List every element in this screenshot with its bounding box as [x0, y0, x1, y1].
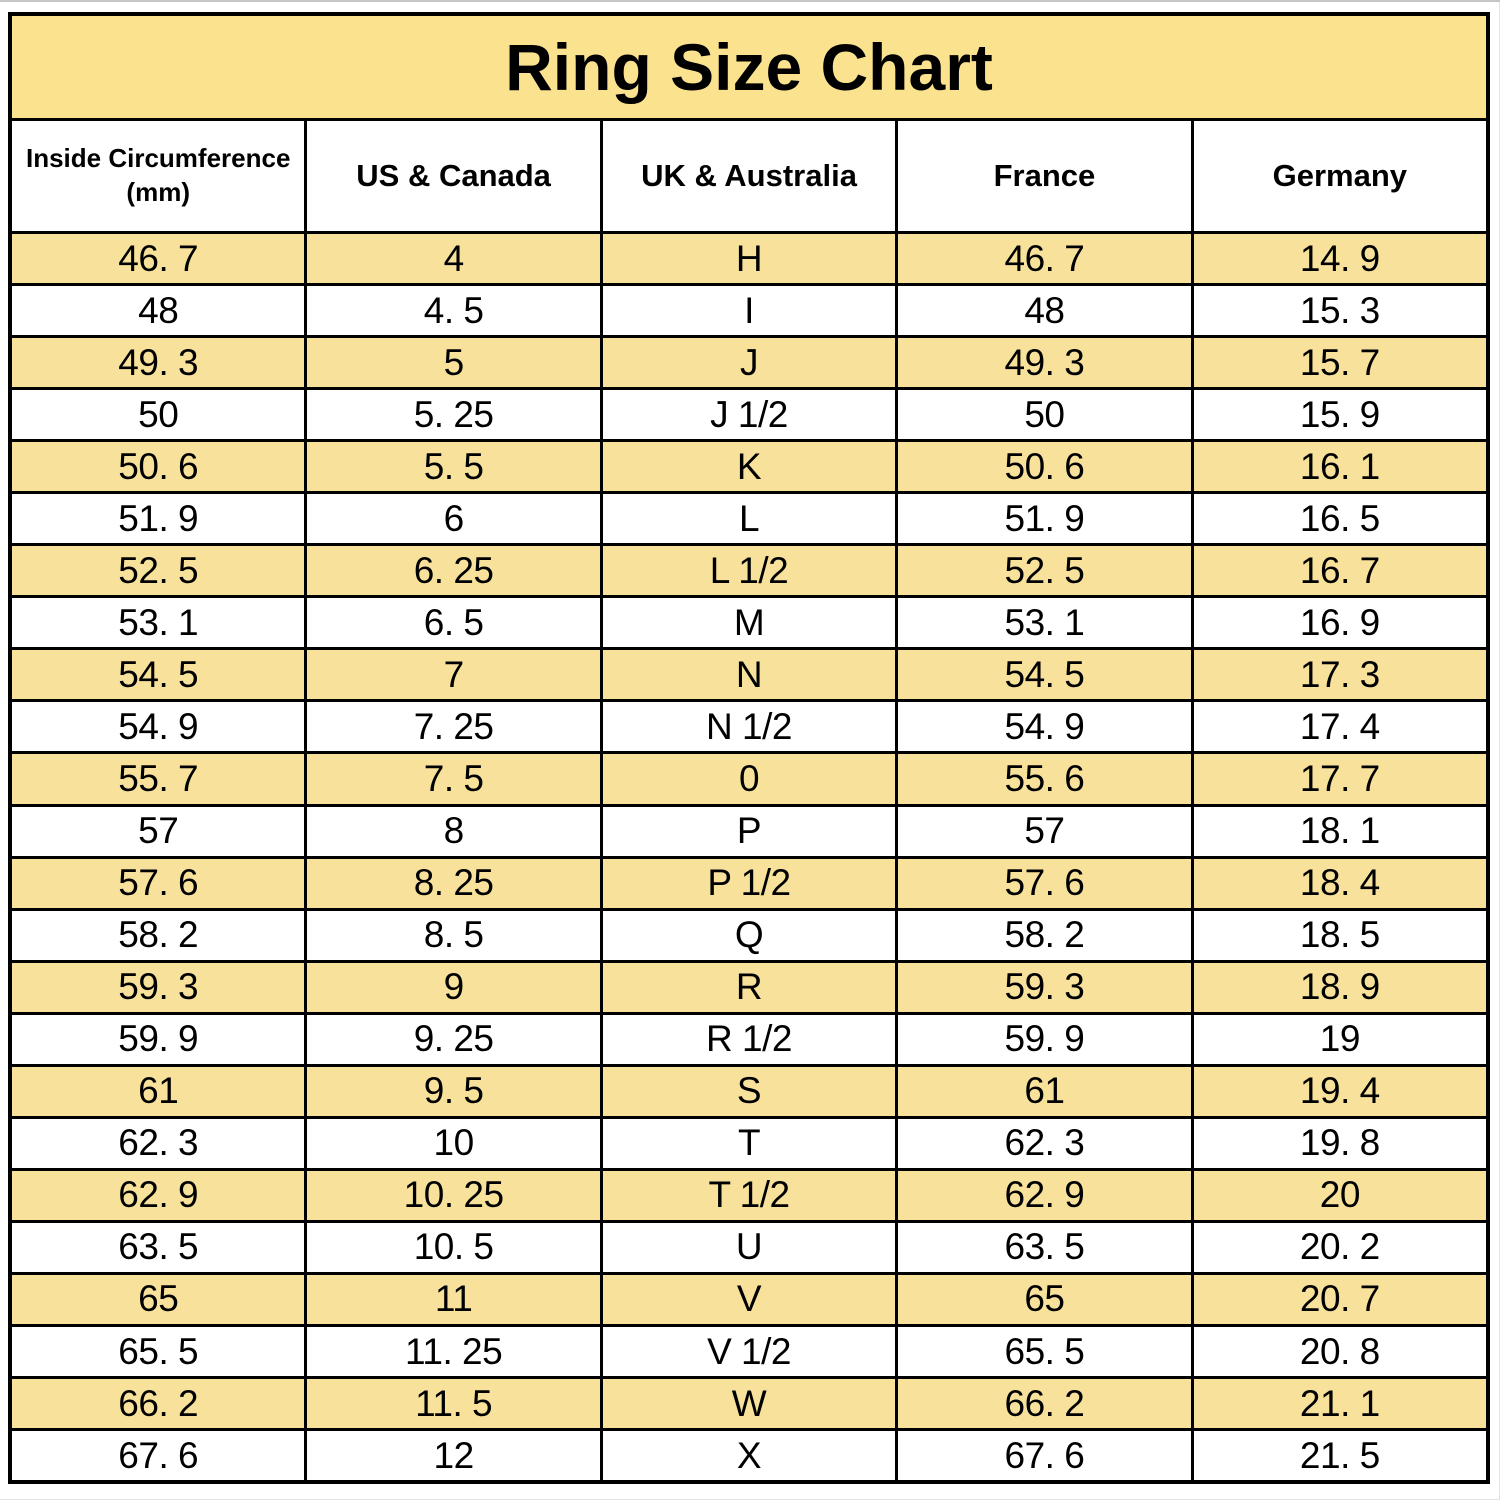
table-row	[12, 1015, 1486, 1067]
table-cell: 12	[307, 1431, 602, 1480]
column-header-inside-circumference	[12, 121, 307, 231]
table-cell: 59. 9	[898, 1015, 1193, 1064]
table-cell: 48	[898, 286, 1193, 335]
table-row	[12, 338, 1486, 390]
table-cell: 7. 5	[307, 754, 602, 803]
table-row	[12, 286, 1486, 338]
table-cell: 57	[898, 807, 1193, 856]
table-cell: 65	[898, 1275, 1193, 1324]
table-cell: 58. 2	[12, 911, 307, 960]
table-cell: 53. 1	[12, 598, 307, 647]
table-cell: N	[603, 650, 898, 699]
table-cell: 18. 1	[1299, 810, 1380, 852]
table-cell: N 1/2	[603, 702, 898, 751]
table-cell: 46. 7	[898, 234, 1193, 283]
table-cell: 17. 3	[1299, 653, 1380, 695]
table-cell: T	[603, 1119, 898, 1168]
table-row	[12, 1327, 1486, 1379]
column-header-germany	[1194, 121, 1486, 231]
table-cell: 5. 25	[307, 390, 602, 439]
table-cell: 54. 9	[898, 702, 1193, 751]
table-row	[12, 650, 1486, 702]
column-header-unit: (mm)	[126, 177, 190, 207]
table-cell: 20. 8	[1299, 1330, 1380, 1372]
table-cell: 16. 7	[1299, 549, 1380, 591]
table-cell: 48	[12, 286, 307, 335]
table-cell: 58. 2	[898, 911, 1193, 960]
table-row	[12, 859, 1486, 911]
table-cell: 20. 2	[1299, 1226, 1380, 1268]
table-cell: 4	[307, 234, 602, 283]
table-cell: 57. 6	[898, 859, 1193, 908]
table-cell: R	[603, 963, 898, 1012]
table-cell: J 1/2	[603, 390, 898, 439]
table-cell: V 1/2	[603, 1327, 898, 1376]
table-cell: 59. 9	[12, 1015, 307, 1064]
table-cell: 52. 5	[12, 546, 307, 595]
table-row	[12, 754, 1486, 806]
table-cell: 10. 25	[307, 1171, 602, 1220]
table-cell: 16. 5	[1299, 497, 1380, 539]
column-header-label: Germany	[1272, 157, 1408, 193]
table-cell: 53. 1	[898, 598, 1193, 647]
table-cell: 18. 4	[1299, 862, 1380, 904]
title-banner	[12, 16, 1486, 121]
table-cell: Q	[603, 911, 898, 960]
table-cell: 15. 3	[1299, 289, 1380, 331]
table-cell: M	[603, 598, 898, 647]
table-cell: 0	[603, 754, 898, 803]
table-cell: 6	[307, 494, 602, 543]
table-cell: S	[603, 1067, 898, 1116]
table-cell: 49. 3	[898, 338, 1193, 387]
table-cell: V	[603, 1275, 898, 1324]
table-cell: 51. 9	[898, 494, 1193, 543]
table-cell: 6. 25	[307, 546, 602, 595]
table-row	[12, 1171, 1486, 1223]
table-cell: 65	[12, 1275, 307, 1324]
table-cell: J	[603, 338, 898, 387]
table-row	[12, 546, 1486, 598]
table-cell: 66. 2	[12, 1379, 307, 1428]
table-cell: U	[603, 1223, 898, 1272]
table-cell: 9	[307, 963, 602, 1012]
table-row	[12, 1275, 1486, 1327]
table-header-row	[12, 121, 1486, 234]
table-cell: 46. 7	[12, 234, 307, 283]
table-cell: 4. 5	[307, 286, 602, 335]
table-row	[12, 702, 1486, 754]
table-cell: 67. 6	[12, 1431, 307, 1480]
table-cell: 7	[307, 650, 602, 699]
table-row	[12, 911, 1486, 963]
table-cell: 5	[307, 338, 602, 387]
table-cell: 5. 5	[307, 442, 602, 491]
table-cell: 19. 8	[1299, 1122, 1380, 1164]
table-cell: 20	[1319, 1174, 1360, 1216]
table-cell: 55. 6	[898, 754, 1193, 803]
table-cell: 54. 9	[12, 702, 307, 751]
table-cell: 59. 3	[12, 963, 307, 1012]
table-cell: 59. 3	[898, 963, 1193, 1012]
table-cell: 61	[898, 1067, 1193, 1116]
table-cell: T 1/2	[603, 1171, 898, 1220]
table-cell: 50	[898, 390, 1193, 439]
table-cell: L 1/2	[603, 546, 898, 595]
table-cell: 51. 9	[12, 494, 307, 543]
table-cell: 10	[307, 1119, 602, 1168]
table-cell: K	[603, 442, 898, 491]
table-cell: 62. 3	[898, 1119, 1193, 1168]
table-cell: 8. 5	[307, 911, 602, 960]
table-cell: 62. 9	[898, 1171, 1193, 1220]
table-cell: 67. 6	[898, 1431, 1193, 1480]
table-cell: 11	[307, 1275, 602, 1324]
table-cell: 10. 5	[307, 1223, 602, 1272]
column-header-label: Inside Circumference	[25, 143, 291, 174]
table-cell: 9. 25	[307, 1015, 602, 1064]
table-cell: 21. 5	[1299, 1434, 1380, 1476]
table-cell: W	[603, 1379, 898, 1428]
table-cell: 7. 25	[307, 702, 602, 751]
table-body	[12, 234, 1486, 1480]
table-cell: 61	[12, 1067, 307, 1116]
table-cell: 54. 5	[898, 650, 1193, 699]
table-cell: 17. 7	[1299, 757, 1380, 799]
table-cell: 19	[1319, 1018, 1360, 1060]
table-cell: 57. 6	[12, 859, 307, 908]
table-row	[12, 963, 1486, 1015]
column-header-uk-australia	[603, 121, 898, 231]
page-title: Ring Size Chart	[505, 30, 993, 104]
table-cell: X	[603, 1431, 898, 1480]
table-row	[12, 807, 1486, 859]
table-row	[12, 1119, 1486, 1171]
table-cell: 18. 9	[1299, 966, 1380, 1008]
table-cell: P	[603, 807, 898, 856]
column-header-france	[898, 121, 1193, 231]
table-cell: 14. 9	[1299, 237, 1380, 279]
table-cell: 6. 5	[307, 598, 602, 647]
table-row	[12, 1067, 1486, 1119]
table-cell: 15. 7	[1299, 341, 1380, 383]
table-cell: 16. 1	[1299, 445, 1380, 487]
table-cell: H	[603, 234, 898, 283]
table-cell: 8	[307, 807, 602, 856]
table-cell: 50. 6	[898, 442, 1193, 491]
table-cell: 66. 2	[898, 1379, 1193, 1428]
ring-size-table	[8, 12, 1490, 1484]
table-row	[12, 390, 1486, 442]
table-cell: 54. 5	[12, 650, 307, 699]
table-cell: 11. 5	[307, 1379, 602, 1428]
column-header-us-canada	[307, 121, 602, 231]
table-cell: L	[603, 494, 898, 543]
column-header-label: France	[993, 157, 1096, 193]
table-cell: I	[603, 286, 898, 335]
table-row	[12, 598, 1486, 650]
table-cell: 8. 25	[307, 859, 602, 908]
table-cell: 9. 5	[307, 1067, 602, 1116]
table-cell: 17. 4	[1299, 705, 1380, 747]
table-row	[12, 442, 1486, 494]
table-cell: 65. 5	[12, 1327, 307, 1376]
column-header-label: US & Canada	[356, 157, 551, 193]
table-cell: 21. 1	[1299, 1382, 1380, 1424]
table-row	[12, 1431, 1486, 1480]
table-cell: 62. 3	[12, 1119, 307, 1168]
table-row	[12, 1223, 1486, 1275]
table-cell: 63. 5	[898, 1223, 1193, 1272]
table-cell: 52. 5	[898, 546, 1193, 595]
table-row	[12, 234, 1486, 286]
table-cell: 11. 25	[307, 1327, 602, 1376]
table-row	[12, 1379, 1486, 1431]
table-cell: 18. 5	[1299, 914, 1380, 956]
column-header-label: UK & Australia	[641, 157, 857, 193]
table-cell: 20. 7	[1299, 1278, 1380, 1320]
table-cell: 63. 5	[12, 1223, 307, 1272]
table-cell: 50. 6	[12, 442, 307, 491]
table-cell: R 1/2	[603, 1015, 898, 1064]
table-cell: 15. 9	[1299, 393, 1380, 435]
table-cell: 49. 3	[12, 338, 307, 387]
table-cell: 65. 5	[898, 1327, 1193, 1376]
table-cell: 19. 4	[1299, 1070, 1380, 1112]
table-cell: 50	[12, 390, 307, 439]
table-cell: 62. 9	[12, 1171, 307, 1220]
table-cell: P 1/2	[603, 859, 898, 908]
table-row	[12, 494, 1486, 546]
table-cell: 57	[12, 807, 307, 856]
table-cell: 55. 7	[12, 754, 307, 803]
table-cell: 16. 9	[1299, 601, 1380, 643]
